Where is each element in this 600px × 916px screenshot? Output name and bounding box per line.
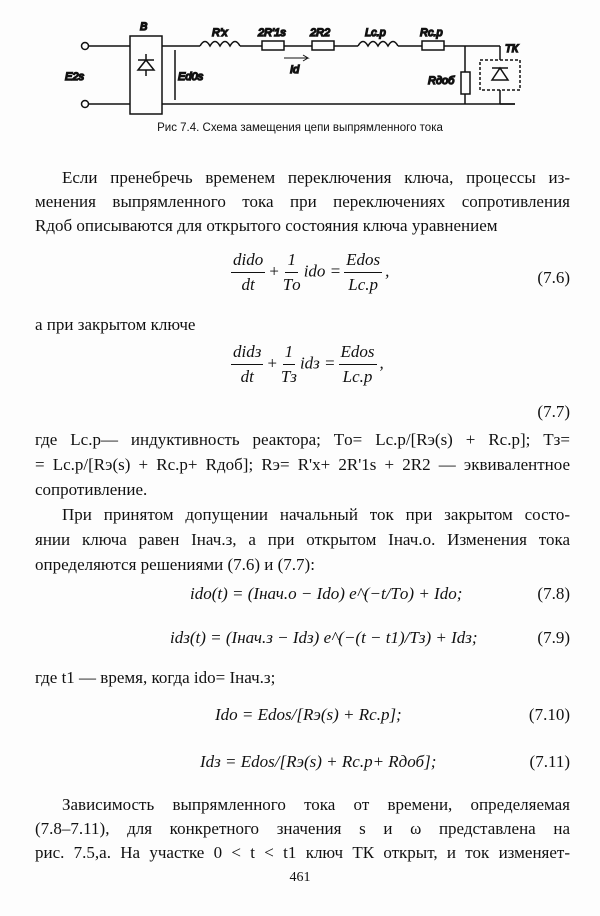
label-r2: 2R2: [310, 27, 331, 39]
paragraph-line: а при закрытом ключе: [35, 315, 196, 334]
equation-number: (7.10): [528, 705, 570, 724]
paragraph-line: = Lс.р/[Rэ(s) + Rс.р+ Rдоб]; Rэ= R'x+ 2R'1s + 2R2 — эквивалентное: [35, 455, 570, 474]
paragraph-line: Если пренебречь временем переключения ключа, процессы из-: [62, 168, 570, 187]
equation-7-9: idз(t) = (Iнач.з − Idз) e^(−(t − t1)/Tз) + Idз;: [170, 628, 478, 647]
paragraph-line: Зависимость выпрямленного тока от времени, определяемая: [62, 795, 570, 814]
label-rdob: Rдоб: [428, 75, 455, 87]
label-rx: R'x: [212, 27, 228, 39]
label-block: B: [140, 21, 148, 33]
equation-7-6: $\frac{\text{didо}}{dt}$ + $\frac{1}{Tо}$ idо = $\frac{\text{Edоs}}{Lс.р}$ ,: [233, 250, 390, 294]
circuit-diagram: [0, 0, 600, 120]
label-ed0s: Ed0s: [178, 71, 204, 83]
figure-caption: Рис 7.4. Схема замещения цепи выпрямленного тока: [157, 122, 443, 134]
paragraph-line: (7.8–7.11), для конкретного значения s и ω представлена на: [35, 819, 570, 838]
paragraph-line: где Lс.р— индуктивность реактора; Tо= Lс.р/[Rэ(s) + Rс.р]; Tз=: [35, 430, 570, 449]
label-rcp: Rс.р: [420, 27, 443, 39]
equation-7-8: idо(t) = (Iнач.о − Idо) e^(−t/Tо) + Idо;: [190, 584, 463, 603]
paragraph-line: рис. 7.5,а. На участке 0 < t < t1 ключ ТК открыт, и ток изменяет-: [35, 843, 570, 862]
paragraph-line: где t1 — время, когда idо= Iнач.з;: [35, 668, 276, 687]
label-lcp: Lс.р: [365, 27, 386, 39]
equation-number: (7.11): [529, 752, 570, 771]
equation-number: (7.6): [537, 268, 570, 287]
equation-number: (7.8): [537, 584, 570, 603]
label-id: Id: [290, 64, 300, 76]
equation-7-11: Idз = Edоs/[Rэ(s) + Rс.р+ Rдоб];: [200, 752, 437, 771]
equation-7-10: Idо = Edоs/[Rэ(s) + Rс.р];: [215, 705, 402, 724]
label-r1: 2R'1s: [258, 27, 286, 39]
paragraph-line: сопротивление.: [35, 480, 148, 499]
label-tk: ТК: [505, 43, 519, 55]
equation-number: (7.9): [537, 628, 570, 647]
paragraph-line: определяются решениями (7.6) и (7.7):: [35, 555, 315, 574]
paragraph-line: При принятом допущении начальный ток при закрытом состо-: [62, 505, 570, 524]
equation-number: (7.7): [537, 402, 570, 421]
paragraph-line: Rдоб описываются для открытого состояния ключа уравнением: [35, 216, 498, 235]
label-e2s: E2s: [65, 71, 84, 83]
paragraph-line: янии ключа равен Iнач.з, а при открытом Iнач.о. Изменения тока: [35, 530, 570, 549]
paragraph-line: менения выпрямленного тока при переключениях сопротивления: [35, 192, 570, 211]
equation-7-7: $\frac{\text{didз}}{dt}$ + $\frac{1}{Tз}$ idз = $\frac{\text{Edоs}}{Lс.р}$ ,: [233, 342, 384, 386]
page-number: 461: [289, 870, 311, 885]
